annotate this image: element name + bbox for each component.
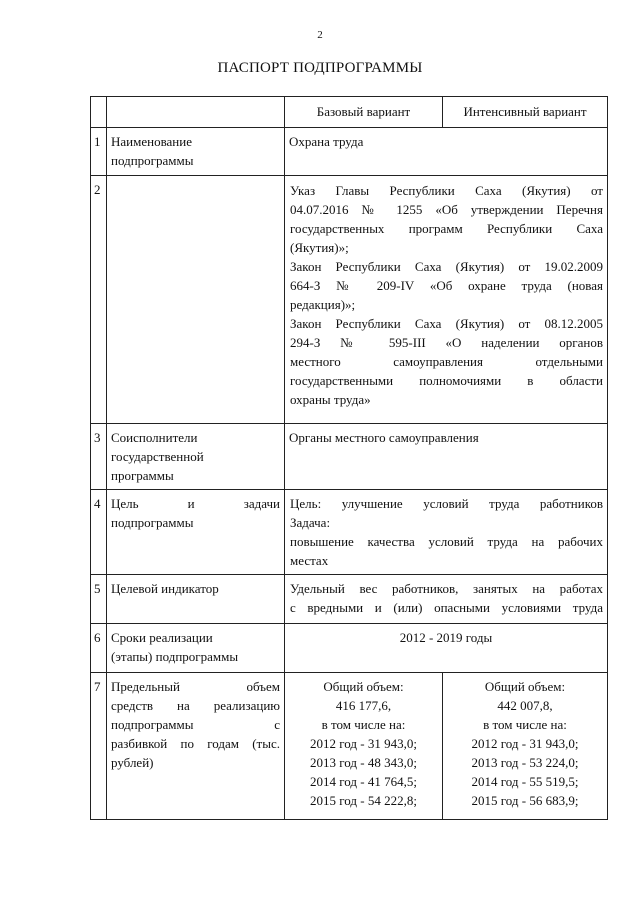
- header-num-cell: [91, 97, 107, 128]
- row-number: 5: [91, 575, 107, 624]
- label-line: средств на реализацию: [111, 698, 280, 713]
- label-line: Наименование: [111, 134, 192, 149]
- row-label: [107, 490, 285, 575]
- value-line: 2014 год - 41 764,5;: [310, 774, 417, 789]
- label-line: Цель и задачи: [111, 496, 280, 511]
- row-number: 6: [91, 624, 107, 673]
- value-line: в том числе на:: [321, 717, 406, 732]
- label-line: подпрограммы: [111, 153, 194, 168]
- passport-table: [90, 96, 608, 820]
- row-number: 1: [91, 128, 107, 176]
- row-value: Охрана труда: [285, 128, 608, 176]
- value-line: Закон Республики Саха (Якутия) от 08.12.2005: [290, 316, 603, 331]
- row-label: [107, 176, 285, 424]
- label-line: Соисполнители: [111, 430, 198, 445]
- value-line: 2014 год - 55 519,5;: [471, 774, 579, 789]
- row-value: Органы местного самоуправления: [285, 424, 608, 490]
- base-variant-value: [285, 673, 443, 820]
- table-row: [91, 673, 608, 820]
- value-line: местного самоуправления отдельными: [290, 354, 603, 369]
- label-line: подпрограммы: [111, 515, 194, 530]
- row-value: [285, 575, 608, 624]
- value-line: Удельный вес работников, занятых на работах: [290, 581, 603, 596]
- header-label-cell: [107, 97, 285, 128]
- label-line: (этапы) подпрограммы: [111, 649, 239, 664]
- value-line: 442 007,8,: [497, 698, 553, 713]
- label-line: программы: [111, 468, 174, 483]
- value-line: в том числе на:: [483, 717, 567, 732]
- row-number: 2: [91, 176, 107, 424]
- value-line: Общий объем:: [323, 679, 404, 694]
- header-intensive-variant: Интенсивный вариант: [443, 97, 608, 128]
- label-line: государственной: [111, 449, 204, 464]
- label-line: Предельный объем: [111, 679, 280, 694]
- value-line: 2013 год - 53 224,0;: [471, 755, 579, 770]
- value-line: с вредными и (или) опасными условиями труда: [290, 600, 603, 615]
- label-line: рублей): [111, 755, 154, 770]
- value-line: 2015 год - 56 683,9;: [471, 793, 579, 808]
- value-line: повышение качества условий труда на рабочих: [290, 534, 603, 549]
- table-header-row: [91, 97, 608, 128]
- value-line: 294-З № 595-III «О наделении органов: [290, 335, 603, 350]
- page-title: ПАСПОРТ ПОДПРОГРАММЫ: [217, 60, 423, 76]
- value-line: местах: [290, 553, 329, 568]
- row-number: 3: [91, 424, 107, 490]
- value-line: 416 177,6,: [335, 698, 392, 713]
- page-number: 2: [317, 29, 323, 41]
- value-line: (Якутия)»;: [290, 240, 349, 255]
- row-label: [107, 673, 285, 820]
- table-row: [91, 624, 608, 673]
- row-label: [107, 624, 285, 673]
- value-line: Указ Главы Республики Саха (Якутия) от: [290, 183, 603, 198]
- value-line: 2013 год - 48 343,0;: [310, 755, 417, 770]
- value-line: государственными полномочиями в области: [290, 373, 603, 388]
- value-line: государственных программ Республики Саха: [290, 221, 603, 236]
- header-base-variant: Базовый вариант: [285, 97, 443, 128]
- value-line: 04.07.2016 № 1255 «Об утверждении Перечня: [290, 202, 603, 217]
- row-value: 2012 - 2019 годы: [285, 624, 608, 673]
- row-value: [285, 490, 608, 575]
- table-row: [91, 575, 608, 624]
- row-label: [107, 128, 285, 176]
- value-line: 664-З № 209-IV «Об охране труда (новая: [290, 278, 603, 293]
- value-line: Задача:: [290, 515, 331, 530]
- value-line: Цель: улучшение условий труда работников: [290, 496, 603, 511]
- row-label: [107, 424, 285, 490]
- value-line: охраны труда»: [290, 392, 371, 407]
- intensive-variant-value: [443, 673, 608, 820]
- table-row: [91, 128, 608, 176]
- value-line: 2012 год - 31 943,0;: [310, 736, 417, 751]
- row-value: [285, 176, 608, 424]
- label-line: разбивкой по годам (тыс.: [111, 736, 280, 751]
- value-line: Общий объем:: [484, 679, 566, 694]
- label-line: подпрограммы с: [111, 717, 280, 732]
- label-line: Сроки реализации: [111, 630, 213, 645]
- row-label: Целевой индикатор: [107, 575, 285, 624]
- value-line: Закон Республики Саха (Якутия) от 19.02.2009: [290, 259, 603, 274]
- table-row: [91, 424, 608, 490]
- table-row: [91, 490, 608, 575]
- value-line: 2012 год - 31 943,0;: [471, 736, 579, 751]
- row-number: 7: [91, 673, 107, 820]
- value-line: редакция)»;: [290, 297, 356, 312]
- row-number: 4: [91, 490, 107, 575]
- table-row: [91, 176, 608, 424]
- value-line: 2015 год - 54 222,8;: [310, 793, 417, 808]
